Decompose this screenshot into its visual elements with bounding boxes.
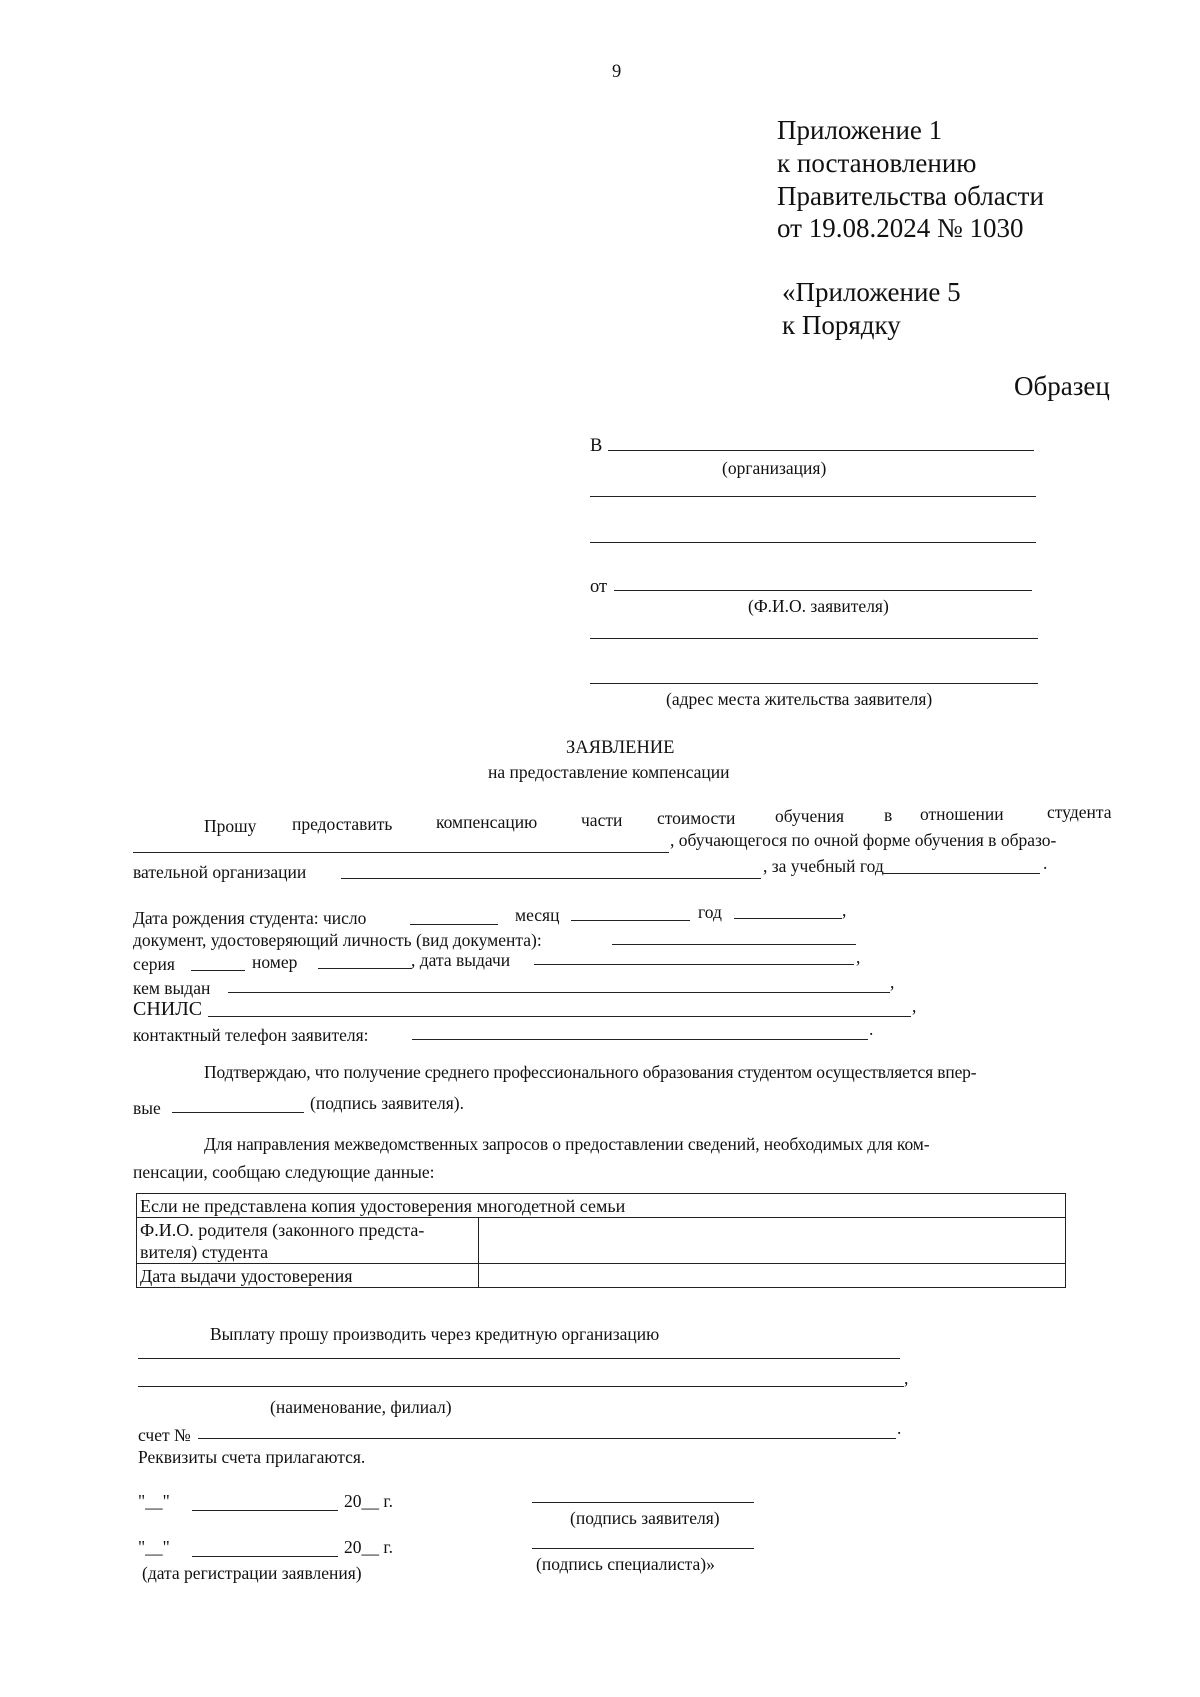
series-label: серия [133, 954, 175, 974]
academic-year-line [882, 873, 1040, 874]
requests-line-1: Для направления межведомственных запросов о предоставлении сведений, необходимых для ком- [204, 1134, 930, 1154]
specialist-signature-line [532, 1548, 754, 1549]
p1-word: в [884, 805, 893, 825]
confirm-signature-line [172, 1112, 304, 1113]
phone-period: . [869, 1019, 874, 1039]
month-label: месяц [515, 905, 560, 925]
applicant-name-line-2 [590, 638, 1038, 639]
p1-period: . [1043, 853, 1048, 873]
registration-date-month-line [192, 1556, 338, 1557]
bank-line-1 [138, 1358, 900, 1359]
appendix-line-3: Правительства области [777, 181, 1044, 211]
p1-word: компенсацию [436, 812, 538, 832]
snils-comma: , [912, 996, 917, 1016]
registration-date-year: 20__ г. [344, 1537, 393, 1557]
applicant-date-day: "__" [138, 1491, 170, 1511]
appendix-line-4: от 19.08.2024 № 1030 [777, 213, 1024, 243]
appendix-line-5: «Приложение 5 [782, 277, 961, 307]
payment-line: Выплату прошу производить через кредитную организацию [210, 1324, 660, 1344]
p1-word: обучения [775, 806, 845, 826]
applicant-date-month-line [192, 1510, 338, 1511]
registration-date-caption: (дата регистрации заявления) [142, 1563, 362, 1583]
p1-word: предоставить [292, 814, 393, 834]
bank-line-2 [138, 1386, 904, 1387]
table-row-issue-date-label: Дата выдачи удостоверения [137, 1264, 479, 1288]
appendix-line-2: к постановлению [777, 148, 977, 178]
p1-word: студента [1047, 802, 1112, 822]
dob-comma: , [842, 900, 847, 920]
table-row-label-line: Ф.И.О. родителя (законного предста- [140, 1220, 425, 1240]
bank-comma: , [904, 1368, 909, 1388]
page-number: 9 [612, 62, 622, 82]
p1-line-3a: вательной организации [133, 862, 307, 882]
specialist-signature-caption: (подпись специалиста)» [536, 1554, 715, 1574]
from-prefix: от [590, 577, 608, 597]
id-document-line [612, 944, 856, 945]
snils-line [208, 1016, 911, 1017]
sample-label: Образец [1014, 371, 1110, 401]
account-label: счет № [138, 1425, 191, 1445]
table-row-parent-name-label [137, 1218, 479, 1264]
appendix-line-1: Приложение 1 [777, 115, 943, 145]
account-details-note: Реквизиты счета прилагаются. [138, 1447, 366, 1467]
organization-line [608, 450, 1034, 451]
series-line [191, 970, 245, 971]
table-row-issue-date-value[interactable] [479, 1264, 1066, 1288]
confirm-line-2b: (подпись заявителя). [310, 1093, 464, 1113]
to-prefix: В [590, 436, 603, 456]
table-row-parent-name-value[interactable] [479, 1218, 1066, 1264]
confirm-line-1: Подтверждаю, что получение среднего профессионального образования студентом осуществляется впер- [204, 1062, 977, 1082]
document-subtitle: на предоставление компенсации [488, 762, 730, 782]
id-document-label: документ, удостоверяющий личность (вид документа): [133, 930, 542, 950]
p1-line-3b: , за учебный год [763, 856, 884, 876]
snils-label: СНИЛС [133, 998, 203, 1020]
document-title: ЗАЯВЛЕНИЕ [566, 738, 675, 758]
p1-line-2: , обучающегося по очной форме обучения в образо- [670, 830, 1057, 850]
dob-year-line [734, 918, 842, 919]
p1-word: Прошу [204, 816, 257, 836]
p1-word: части [581, 810, 623, 830]
applicant-signature-caption: (подпись заявителя) [570, 1508, 720, 1528]
applicant-date-year: 20__ г. [344, 1491, 393, 1511]
issued-by-comma: , [890, 972, 895, 992]
address-line [590, 683, 1038, 684]
dob-label: Дата рождения студента: число [133, 908, 367, 928]
requests-line-2: пенсации, сообщаю следующие данные: [133, 1162, 435, 1182]
table-header: Если не представлена копия удостоверения многодетной семьи [137, 1194, 1066, 1218]
phone-line [412, 1039, 868, 1040]
issue-date-comma: , [856, 947, 861, 967]
applicant-name-line [614, 590, 1032, 591]
registration-date-day: "__" [138, 1537, 170, 1557]
issued-by-label: кем выдан [133, 978, 211, 998]
issue-date-label: , дата выдачи [411, 950, 511, 970]
appendix-line-6: к Порядку [782, 310, 901, 340]
organization-caption: (организация) [722, 458, 827, 478]
issue-date-line [534, 964, 854, 965]
applicant-signature-line [532, 1502, 754, 1503]
dob-month-line [571, 920, 690, 921]
large-family-table [136, 1193, 1066, 1288]
bank-caption: (наименование, филиал) [270, 1397, 452, 1417]
number-line [318, 968, 412, 969]
student-name-line [133, 852, 669, 853]
account-line [198, 1438, 896, 1439]
number-label: номер [252, 952, 298, 972]
dob-day-line [410, 924, 498, 925]
organization-line-3 [590, 542, 1036, 543]
address-caption: (адрес места жительства заявителя) [666, 689, 933, 709]
organization-line-2 [590, 496, 1036, 497]
p1-word: стоимости [657, 808, 736, 828]
confirm-line-2a: вые [133, 1098, 161, 1118]
p1-word: отношении [920, 804, 1004, 824]
year-label: год [698, 902, 722, 922]
table-row-label-line: вителя) студента [140, 1242, 269, 1262]
applicant-name-caption: (Ф.И.О. заявителя) [748, 596, 889, 616]
account-period: . [897, 1418, 902, 1438]
issued-by-line [228, 992, 890, 993]
education-org-line [341, 878, 761, 879]
phone-label: контактный телефон заявителя: [133, 1025, 369, 1045]
